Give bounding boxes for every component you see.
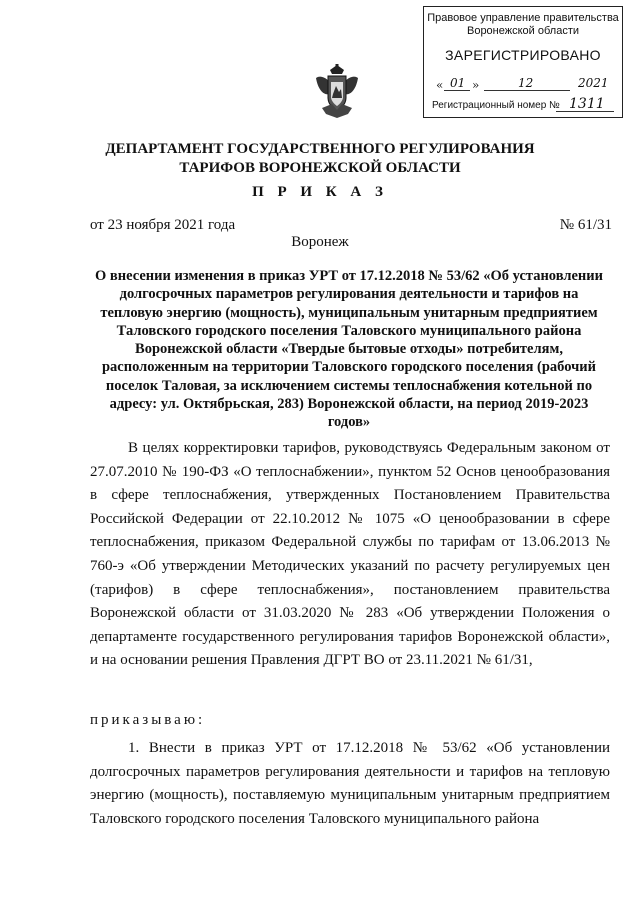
stamp-number-label: Регистрационный номер № — [432, 100, 560, 111]
department-name — [0, 140, 640, 178]
stamp-org-line1: Правовое управление правительства — [427, 12, 619, 24]
stamp-date: « 01 » 12 2021 — [436, 76, 609, 92]
stamp-org-line2: Воронежской области — [466, 25, 579, 37]
preamble-text: В целях корректировки тарифов, руководствуясь Федеральным законом от 27.07.2010 № 190-ФЗ «О теплоснабжении», пунктом 52 Основ ценообразования в сфере теплоснабжения, утвержденных Постановлением Правительства Российской Федерации от 22.10.2012 № 1075 «О ценообразовании в сфере теплоснабжения, приказом Федеральной службы по тарифам от 13.06.2013 № 760-э «Об утверждении Методических указаний по расчету регулируемых цен (тарифов) в сфере теплоснабжения», постановлением правительства Воронежской области от 31.03.2020 № 283 «Об утверждении Положения о департаменте государственного регулирования тарифов Воронежской области», и на основании решения Правления ДГРТ ВО от 23.11.2021 № 61/31, — [90, 440, 610, 669]
document-city: Воронеж — [291, 234, 349, 250]
order-word: приказываю: — [90, 712, 206, 728]
document-number: № 61/31 — [559, 217, 612, 233]
stamp-day: 01 — [450, 76, 466, 90]
department-line-1: ДЕПАРТАМЕНТ ГОСУДАРСТВЕННОГО РЕГУЛИРОВАНИЯ — [105, 141, 535, 157]
stamp-registered-label: ЗАРЕГИСТРИРОВАНО — [445, 47, 601, 63]
order-item-1-text: 1. Внести в приказ УРТ от 17.12.2018 № 53/62 «Об установлении долгосрочных параметров регулирования деятельности и тарифов на тепловую энергию (мощность), поставляемую муниципальным унитарным предприятием Таловского городского поселения Таловского муниципального района — [90, 740, 610, 827]
document-type: П Р И К А З — [252, 184, 388, 200]
stamp-month: 12 — [518, 76, 534, 90]
preamble-paragraph — [90, 437, 610, 673]
coat-of-arms-emblem — [312, 64, 362, 120]
document-date: от 23 ноября 2021 года — [90, 217, 236, 233]
document-title: О внесении изменения в приказ УРТ от 17.12.2018 № 53/62 «Об установлении долгосрочных параметров регулирования деятельности и тарифов на тепловую энергию (мощность), муниципальным унитарным предприятием Таловского городского поселения Таловского муниципального района Воронежской области «Твердые бытовые отходы» потребителям, расположенным на территории Таловского городского поселения (рабочий поселок Таловая, за исключением системы теплоснабжения котельной по адресу: ул. Октябрьская, 283) Воронежской области, на период 2019-2023 годов» — [95, 268, 603, 431]
stamp-year: 2021 — [578, 76, 609, 90]
stamp-number: 1311 — [569, 96, 605, 112]
order-item-1 — [90, 737, 610, 831]
registration-stamp — [423, 6, 623, 118]
department-line-2: ТАРИФОВ ВОРОНЕЖСКОЙ ОБЛАСТИ — [179, 160, 461, 176]
